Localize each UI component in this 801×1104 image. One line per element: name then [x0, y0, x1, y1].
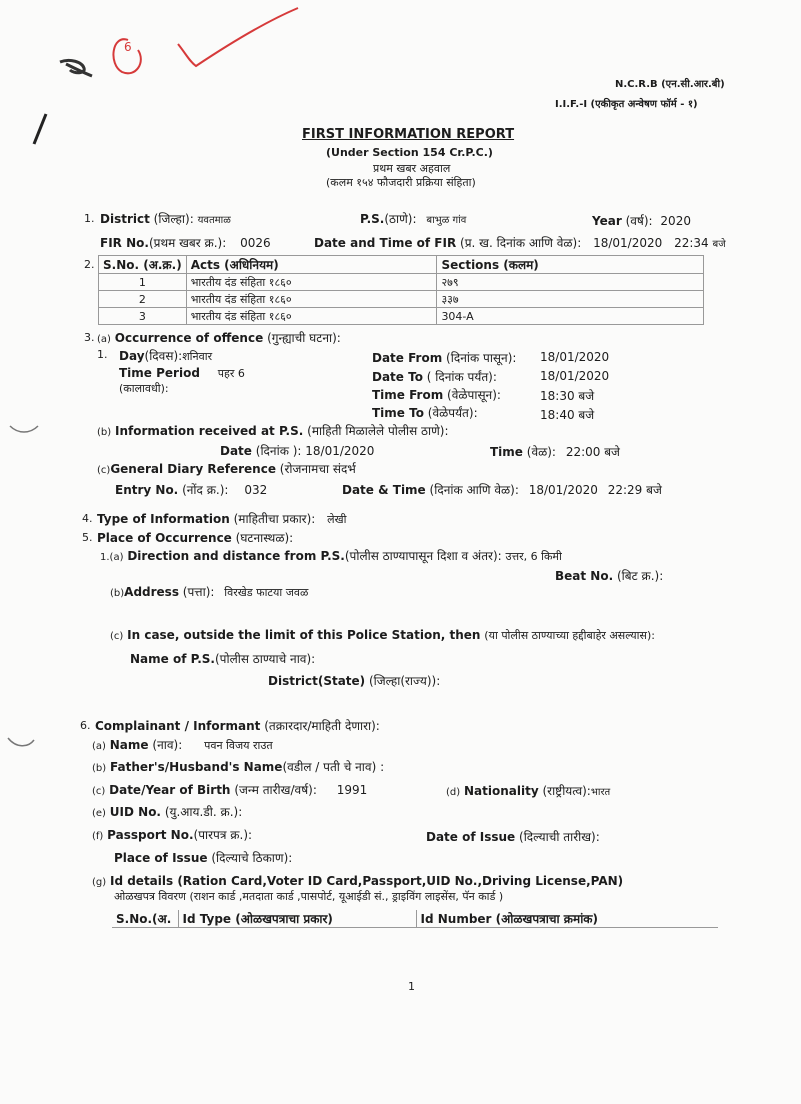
direction-label-mr: (पोलीस ठाण्यापासून दिशा व अंतर): [344, 549, 502, 563]
nationality-d: (d) [446, 787, 461, 798]
occurrence-a: (a) [97, 334, 111, 345]
gd-datetime-label: Date & Time [342, 483, 426, 497]
date-from-value: 18/01/2020 [540, 350, 610, 364]
fir-time-suffix: बजे [712, 239, 726, 250]
dob-c: (c) [92, 786, 106, 797]
day-value: शनिवार [182, 350, 213, 363]
page-title: FIRST INFORMATION REPORT [302, 127, 515, 142]
date-to-value: 18/01/2020 [540, 369, 610, 383]
section-3-number: 3. [84, 331, 95, 344]
fir-label: FIR No. [100, 236, 149, 250]
direction-value: उत्तर, 6 किमी [505, 550, 562, 563]
info-received-label: Information received at P.S. [114, 424, 304, 438]
dob-label: Date/Year of Birth [109, 783, 231, 797]
acts-cell: 3 [99, 308, 187, 325]
section-1-number: 1. [84, 212, 95, 225]
info-date-label-mr: (दिनांक ): [255, 444, 302, 458]
page-number: 1 [408, 980, 415, 993]
beat-label-mr: (बिट क्र.): [616, 569, 664, 583]
nationality-label: Nationality [463, 784, 539, 798]
uid-label: UID No. [109, 805, 161, 819]
info-type-label: Type of Information [97, 512, 230, 526]
fir-no-value: 0026 [240, 236, 271, 250]
name-value: पवन विजय राउत [204, 739, 273, 752]
nationality-value: भारत [590, 787, 611, 798]
acts-header-sections: Sections (कलम) [437, 256, 704, 274]
gd-datetime-label-mr: (दिनांक आणि वेळ): [429, 483, 519, 497]
info-date-label: Date [220, 444, 252, 458]
acts-header-acts: Acts (अधिनियम) [186, 256, 437, 274]
red-tick-mark [178, 8, 298, 66]
id-details-label: Id details (Ration Card,Voter ID Card,Passport,UID No.,Driving License,PAN) [109, 874, 624, 888]
page-subtitle: (Under Section 154 Cr.P.C.) [326, 146, 493, 159]
ncrb-label: N.C.R.B (एन.सी.आर.बी) [615, 79, 725, 90]
id-header-number: Id Number (ओळखपत्राचा क्रमांक) [416, 910, 718, 928]
district-label: District [100, 212, 150, 226]
ps-label: P.S. [360, 212, 385, 226]
date-to-label: Date To [372, 370, 423, 384]
acts-cell: भारतीय दंड संहिता १८६० [186, 291, 437, 308]
address-label: Address [124, 585, 179, 599]
ps-label-mr: (ठाणे): [384, 212, 417, 226]
fir-label-mr: (प्रथम खबर क्र.): [148, 236, 227, 250]
gd-ref-label: General Diary Reference [110, 462, 276, 476]
punch-mark-2 [8, 738, 34, 746]
name-ps-label-mr: (पोलीस ठाण्याचे नाव): [214, 652, 316, 666]
date-to-label-mr: ( दिनांक पर्यंत): [426, 370, 497, 384]
issue-place-label-mr: (दिल्याचे ठिकाण): [211, 851, 293, 865]
complainant-label-mr: (तक्रारदार/माहिती देणारा): [264, 719, 380, 733]
ps-value: बाभुळ गांव [426, 215, 467, 226]
pen-scribble [60, 60, 92, 76]
fir-date-value: 18/01/2020 [593, 236, 663, 250]
handwritten-number: 6 [124, 40, 132, 54]
name-label-mr: (नाव): [152, 738, 183, 752]
passport-f: (f) [92, 831, 104, 842]
table-row [99, 308, 704, 325]
id-table-header [112, 910, 718, 928]
id-table [112, 910, 718, 928]
acts-cell: 304-A [437, 308, 704, 325]
acts-cell: ३३७ [437, 291, 704, 308]
date-from-label-mr: (दिनांक पासून): [446, 351, 517, 365]
entry-label-mr: (नोंद क्र.): [182, 483, 229, 497]
punch-mark-1 [10, 426, 38, 432]
outside-c: (c) [110, 631, 124, 642]
date-from-label: Date From [372, 351, 443, 365]
time-period-label-mr: (कालावधी): [119, 382, 169, 395]
table-row [99, 291, 704, 308]
issue-place-label: Place of Issue [114, 851, 208, 865]
complainant-label: Complainant / Informant [95, 719, 261, 733]
page-title-mr: प्रथम खबर अहवाल [373, 162, 451, 175]
time-period-value: पहर 6 [217, 367, 245, 380]
nationality-label-mr: (राष्ट्रीयत्व): [542, 784, 591, 798]
year-label-mr: (वर्ष): [625, 214, 653, 228]
section-2-number: 2. [84, 258, 95, 271]
info-type-value: लेखी [327, 513, 347, 526]
time-period-label: Time Period [119, 366, 200, 380]
gd-ref-c: (c) [97, 465, 111, 476]
passport-label: Passport No. [107, 828, 194, 842]
day-label: Day [119, 349, 145, 363]
issue-date-label: Date of Issue [426, 830, 516, 844]
place-label-mr: (घटनास्थळ): [235, 531, 294, 545]
passport-label-mr: (पारपत्र क्र.): [193, 828, 253, 842]
time-to-label-mr: (वेळेपर्यंत): [427, 406, 478, 420]
entry-label: Entry No. [115, 483, 179, 497]
acts-table-header [99, 256, 704, 274]
iif-label: I.I.F.-I (एकीकृत अन्वेषण फॉर्म - १) [555, 99, 698, 110]
entry-value: 032 [244, 483, 268, 497]
info-type-label-mr: (माहितीचा प्रकार): [233, 512, 316, 526]
district-state-label-mr: (जिल्हा(राज्य)): [368, 674, 441, 688]
acts-cell: भारतीय दंड संहिता १८६० [186, 274, 437, 291]
acts-cell: २७९ [437, 274, 704, 291]
fir-date-label-mr: (प्र. ख. दिनांक आणि वेळ): [460, 236, 582, 250]
info-time-label: Time [490, 445, 523, 459]
address-b: (b) [110, 588, 125, 599]
father-b: (b) [92, 763, 107, 774]
address-value: विरखेड फाटया जवळ [224, 586, 309, 599]
id-header-sno: S.No.(अ. [112, 910, 178, 928]
beat-label: Beat No. [555, 569, 614, 583]
dob-label-mr: (जन्म तारीख/वर्ष): [234, 783, 317, 797]
uid-e: (e) [92, 808, 106, 819]
pen-stroke-left [34, 114, 46, 144]
district-label-mr: (जिल्हा): [153, 212, 194, 226]
table-row [99, 274, 704, 291]
id-details-label-mr: ओळखपत्र विवरण (राशन कार्ड ,मतदाता कार्ड ,पासपोर्ट, यूआईडी सं., ड्राइविंग लाइसेंस, पॅन कार्ड ) [114, 890, 504, 903]
time-from-label: Time From [372, 388, 444, 402]
dob-value: 1991 [336, 783, 368, 797]
time-to-value: 18:40 बजे [540, 408, 595, 422]
outside-label: In case, outside the limit of this Police Station, then [127, 628, 481, 642]
outside-label-mr: (या पोलीस ठाण्याच्या हद्दीबाहेर असल्यास): [484, 629, 655, 642]
time-from-value: 18:30 बजे [540, 389, 595, 403]
section-6-number: 6. [80, 719, 91, 732]
info-time-value: 22:00 बजे [565, 445, 620, 459]
uid-label-mr: (यु.आय.डी. क्र.): [164, 805, 243, 819]
direction-1a: 1.(a) [100, 552, 124, 563]
gd-date-value: 18/01/2020 [528, 483, 598, 497]
id-header-type: Id Type (ओळखपत्राचा प्रकार) [178, 910, 416, 928]
occurrence-label-mr: (गुन्ह्याची घटना): [267, 331, 341, 345]
id-details-g: (g) [92, 877, 107, 888]
gd-time-value: 22:29 बजे [607, 483, 662, 497]
acts-cell: 1 [99, 274, 187, 291]
fir-time-value: 22:34 [674, 236, 709, 250]
section-4-number: 4. [82, 512, 93, 525]
info-received-label-mr: (माहिती मिळालेले पोलीस ठाणे): [307, 424, 449, 438]
father-label-mr: (वडील / पती चे नाव) : [282, 760, 385, 774]
year-value: 2020 [660, 214, 691, 228]
section-5-number: 5. [82, 531, 93, 544]
address-label-mr: (पत्ता): [182, 585, 215, 599]
year-label: Year [592, 214, 622, 228]
info-date-value: 18/01/2020 [305, 444, 375, 458]
info-received-b: (b) [97, 427, 112, 438]
acts-cell: भारतीय दंड संहिता १८६० [186, 308, 437, 325]
time-to-label: Time To [372, 406, 424, 420]
direction-label: Direction and distance from P.S. [127, 549, 345, 563]
name-label: Name [109, 738, 149, 752]
father-label: Father's/Husband's Name [109, 760, 283, 774]
fir-date-label: Date and Time of FIR [314, 236, 457, 250]
occurrence-label: Occurrence of offence [114, 331, 264, 345]
info-time-label-mr: (वेळ): [526, 445, 556, 459]
name-a: (a) [92, 741, 106, 752]
page-subtitle-mr: (कलम १५४ फौजदारी प्रक्रिया संहिता) [326, 176, 476, 189]
acts-cell: 2 [99, 291, 187, 308]
acts-table [98, 255, 704, 325]
acts-header-sno: S.No. (अ.क्र.) [99, 256, 187, 274]
district-state-label: District(State) [268, 674, 366, 688]
district-value: यवतमाळ [197, 215, 231, 226]
issue-date-label-mr: (दिल्याची तारीख): [519, 830, 600, 844]
time-from-label-mr: (वेळेपासून): [447, 388, 501, 402]
place-label: Place of Occurrence [97, 531, 232, 545]
day-label-mr: (दिवस): [144, 349, 183, 363]
gd-ref-label-mr: (रोजनामचा संदर्भ [279, 462, 356, 476]
name-ps-label: Name of P.S. [130, 652, 215, 666]
occurrence-item-1: 1. [97, 348, 108, 361]
